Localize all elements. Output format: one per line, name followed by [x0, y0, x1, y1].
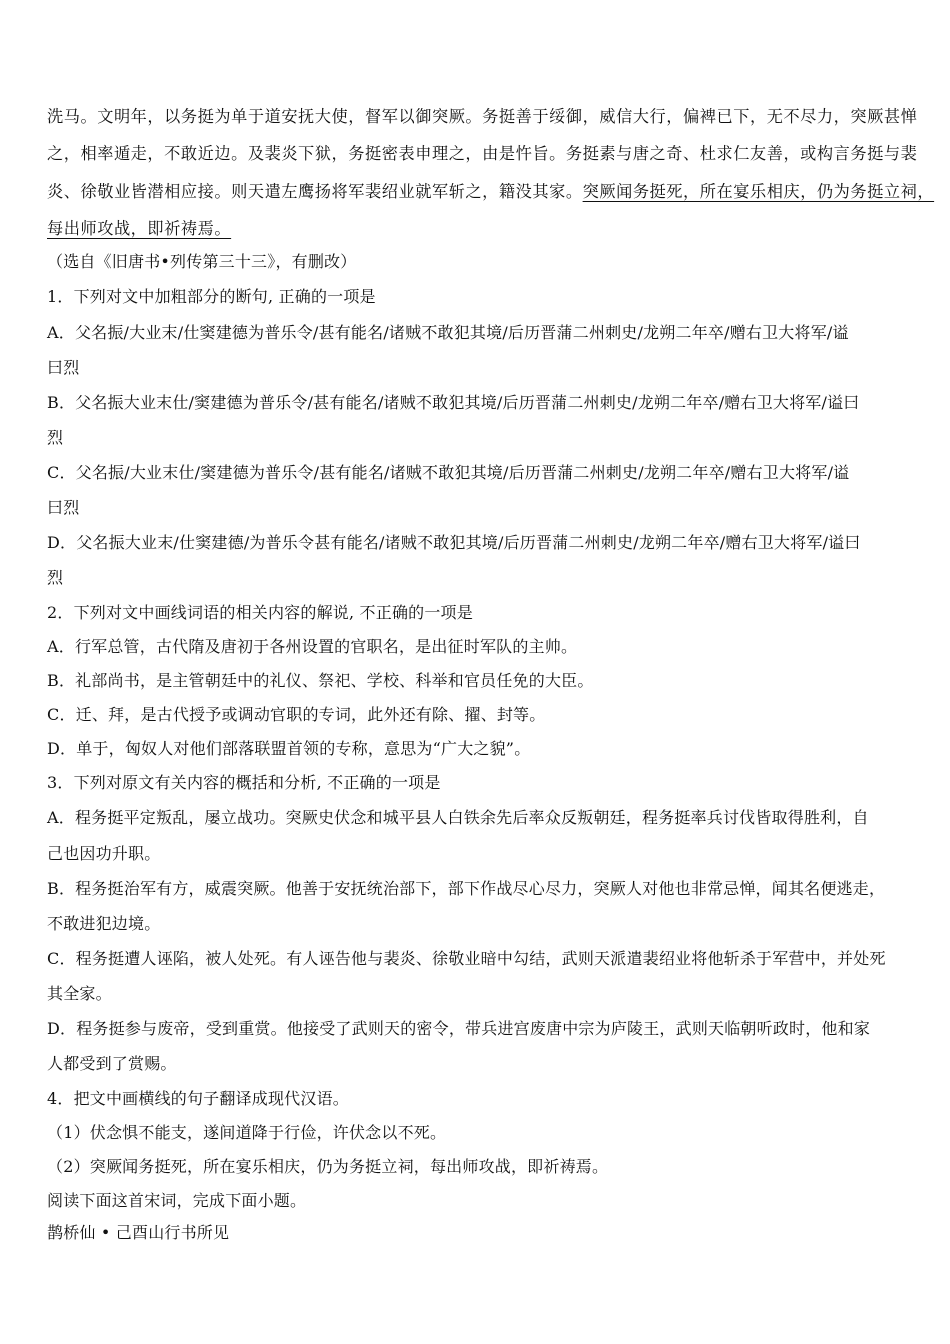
q3-option-c-cont: 其全家。: [47, 984, 112, 1003]
q2-option-a: A．行军总管，古代隋及唐初于各州设置的官职名，是出征时军队的主帅。: [47, 637, 578, 656]
poem-intro: 阅读下面这首宋词，完成下面小题。: [47, 1191, 307, 1210]
q3-option-d-cont: 人都受到了赏赐。: [47, 1054, 177, 1073]
q1-option-a: A．父名振/大业末/仕窦建德为普乐令/甚有能名/诸贼不敢犯其境/后历晋蒲二州刺史/龙朔二年卒/赠右卫大将军/谥: [47, 323, 849, 342]
passage-underlined-sentence-part-1: 突厥闻务挺死，所在宴乐相庆，仍为务挺立祠，: [582, 182, 935, 201]
q4-stem: 4．把文中画横线的句子翻译成现代汉语。: [47, 1089, 349, 1108]
q1-option-d: D．父名振大业末/仕窦建德/为普乐令甚有能名/诸贼不敢犯其境/后历晋蒲二州刺史/龙朔二年卒/赠右卫大将军/谥曰: [47, 533, 861, 552]
q1-stem: 1．下列对文中加粗部分的断句, 正确的一项是: [47, 287, 376, 306]
q3-option-d: D．程务挺参与废帝，受到重赏。他接受了武则天的密令，带兵进宫废唐中宗为庐陵王，武则天临朝听政时，他和家: [47, 1019, 871, 1038]
q1-option-b: B．父名振大业末仕/窦建德为普乐令/甚有能名/诸贼不敢犯其境/后历晋蒲二州刺史/龙朔二年卒/赠右卫大将军/谥曰: [47, 393, 860, 412]
passage-underlined-sentence-part-2: 每出师攻战，即祈祷焉。: [47, 219, 232, 238]
passage-line-1: 洗马。文明年，以务挺为单于道安抚大使，督军以御突厥。务挺善于绥御，威信大行，偏裨已下，无不尽力，突厥甚惮: [47, 107, 918, 126]
q1-option-c: C．父名振/大业末仕/窦建德为普乐令/甚有能名/诸贼不敢犯其境/后历晋蒲二州刺史/龙朔二年卒/赠右卫大将军/谥: [47, 463, 850, 482]
passage-source: （选自《旧唐书•列传第三十三》，有删改）: [47, 252, 357, 271]
passage-line-3: [47, 178, 934, 202]
q3-option-c: C．程务挺遭人诬陷，被人处死。有人诬告他与裴炎、徐敬业暗中勾结，武则天派遣裴绍业将他斩杀于军营中，并处死: [47, 949, 886, 968]
q1-option-b-cont: 烈: [47, 428, 64, 447]
q1-option-a-cont: 曰烈: [47, 358, 80, 377]
q2-stem: 2．下列对文中画线词语的相关内容的解说, 不正确的一项是: [47, 603, 473, 622]
q1-option-d-cont: 烈: [47, 568, 64, 587]
poem-title: 鹊桥仙 • 己酉山行书所见: [47, 1223, 230, 1242]
q2-option-d: D．单于，匈奴人对他们部落联盟首领的专称，意思为“广大之貌”。: [47, 739, 531, 758]
q2-option-c: C．迁、拜，是古代授予或调动官职的专词，此外还有除、擢、封等。: [47, 705, 546, 724]
q2-option-b: B．礼部尚书，是主管朝廷中的礼仪、祭祀、学校、科举和官员任免的大臣。: [47, 671, 594, 690]
q4-sentence-2: （2）突厥闻务挺死，所在宴乐相庆，仍为务挺立祠，每出师攻战，即祈祷焉。: [47, 1157, 609, 1176]
q3-option-b: B．程务挺治军有方，威震突厥。他善于安抚统治部下，部下作战尽心尽力，突厥人对他也非常忌惮，闻其名便逃走，: [47, 879, 886, 898]
q3-stem: 3．下列对原文有关内容的概括和分析, 不正确的一项是: [47, 773, 441, 792]
passage-line-3-plain: 炎、徐敬业皆潜相应接。则天遣左鹰扬将军裴绍业就军斩之，籍没其家。: [47, 182, 583, 201]
q1-option-c-cont: 曰烈: [47, 498, 80, 517]
q3-option-a: A．程务挺平定叛乱，屡立战功。突厥史伏念和城平县人白铁余先后率众反叛朝廷，程务挺率兵讨伐皆取得胜利，自: [47, 808, 869, 827]
q4-sentence-1: （1）伏念惧不能支，遂间道降于行俭，许伏念以不死。: [47, 1123, 447, 1142]
passage-line-2: 之，相率遁走，不敢近边。及裴炎下狱，务挺密表申理之，由是忤旨。务挺素与唐之奇、杜求仁友善，或构言务挺与裴: [47, 144, 918, 163]
q3-option-a-cont: 己也因功升职。: [47, 844, 161, 863]
q3-option-b-cont: 不敢进犯边境。: [47, 914, 161, 933]
